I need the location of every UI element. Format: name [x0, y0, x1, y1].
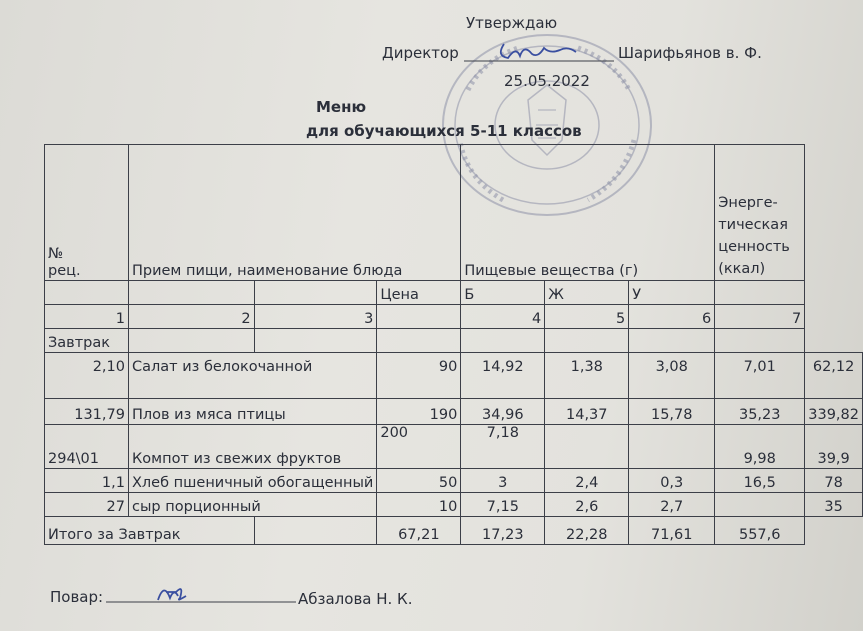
header-recipe-number: № рец. [45, 145, 129, 281]
dish-fats: 3,08 [629, 353, 715, 399]
dish-fats [629, 425, 715, 469]
dish-proteins: 1,38 [545, 353, 629, 399]
approval-date: 25.05.2022 [504, 72, 590, 90]
recipe-number: 2,10 [45, 353, 129, 399]
header-proteins: Б [461, 281, 545, 305]
director-name: Шарифьянов в. Ф. [618, 44, 762, 62]
col-number: 7 [715, 305, 805, 329]
cook-name: Абзалова Н. К. [298, 590, 413, 608]
director-label: Директор [382, 44, 459, 62]
cook-label: Повар: [50, 588, 104, 606]
dish-kcal: 339,82 [805, 399, 863, 425]
dish-name: сыр порционный [128, 493, 376, 517]
dish-weight: 200 [377, 425, 461, 469]
col-number: 6 [629, 305, 715, 329]
total-label: Итого за Завтрак [45, 517, 255, 545]
dish-name: Салат из белокочанной [128, 353, 376, 399]
dish-fats: 0,3 [629, 469, 715, 493]
recipe-number: 131,79 [45, 399, 129, 425]
recipe-number: 27 [45, 493, 129, 517]
header-blank [128, 281, 254, 305]
dish-weight: 90 [377, 353, 461, 399]
director-signature [464, 36, 614, 66]
dish-weight: 10 [377, 493, 461, 517]
col-number [377, 305, 461, 329]
col-number: 3 [254, 305, 377, 329]
dish-weight: 190 [377, 399, 461, 425]
dish-kcal: 35 [805, 493, 863, 517]
dish-name: Хлеб пшеничный обогащенный [128, 469, 376, 493]
section-blank [377, 329, 461, 353]
recipe-number: 294\01 [45, 425, 129, 469]
dish-name: Компот из свежих фруктов [128, 425, 376, 469]
total-price: 67,21 [377, 517, 461, 545]
section-blank [254, 329, 377, 353]
total-carbs: 71,61 [629, 517, 715, 545]
dish-price: 14,92 [461, 353, 545, 399]
total-blank [254, 517, 377, 545]
col-number: 5 [545, 305, 629, 329]
dish-kcal: 62,12 [805, 353, 863, 399]
col-number: 1 [45, 305, 129, 329]
header-carbs: У [629, 281, 715, 305]
dish-fats: 15,78 [629, 399, 715, 425]
dish-proteins [545, 425, 629, 469]
table-row [45, 399, 863, 425]
section-blank [629, 329, 715, 353]
total-proteins: 17,23 [461, 517, 545, 545]
dish-carbs [715, 493, 805, 517]
menu-table [44, 144, 863, 545]
header-nutrients: Пищевые вещества (г) [461, 145, 715, 281]
header-meal-name: Прием пищи, наименование блюда [128, 145, 460, 281]
dish-price: 34,96 [461, 399, 545, 425]
header-blank [715, 281, 805, 305]
header-blank [45, 281, 129, 305]
dish-kcal: 78 [805, 469, 863, 493]
total-kcal: 557,6 [715, 517, 805, 545]
title-subtitle: для обучающихся 5-11 классов [306, 122, 582, 140]
header-price: Цена [377, 281, 461, 305]
dish-carbs: 7,01 [715, 353, 805, 399]
recipe-number: 1,1 [45, 469, 129, 493]
section-blank [715, 329, 805, 353]
section-blank [461, 329, 545, 353]
section-blank [128, 329, 254, 353]
col-number: 4 [461, 305, 545, 329]
dish-carbs: 9,98 [715, 425, 805, 469]
dish-proteins: 14,37 [545, 399, 629, 425]
section-blank [545, 329, 629, 353]
total-row [45, 517, 863, 545]
col-number: 2 [128, 305, 254, 329]
dish-carbs: 16,5 [715, 469, 805, 493]
header-energy: Энерге-тическая ценность (ккал) [715, 145, 805, 281]
total-fats: 22,28 [545, 517, 629, 545]
cook-signature [106, 578, 296, 606]
dish-weight: 50 [377, 469, 461, 493]
dish-price: 3 [461, 469, 545, 493]
header-fats: Ж [545, 281, 629, 305]
table-row [45, 425, 863, 469]
dish-proteins: 2,6 [545, 493, 629, 517]
header-blank [254, 281, 377, 305]
dish-carbs: 35,23 [715, 399, 805, 425]
approve-label: Утверждаю [466, 14, 558, 32]
dish-proteins: 2,4 [545, 469, 629, 493]
table-row [45, 493, 863, 517]
section-title: Завтрак [45, 329, 129, 353]
title-menu: Меню [316, 98, 367, 116]
table-row [45, 353, 863, 399]
table-row [45, 469, 863, 493]
dish-fats: 2,7 [629, 493, 715, 517]
dish-price: 7,18 [461, 425, 545, 469]
dish-kcal: 39,9 [805, 425, 863, 469]
dish-name: Плов из мяса птицы [128, 399, 376, 425]
dish-price: 7,15 [461, 493, 545, 517]
